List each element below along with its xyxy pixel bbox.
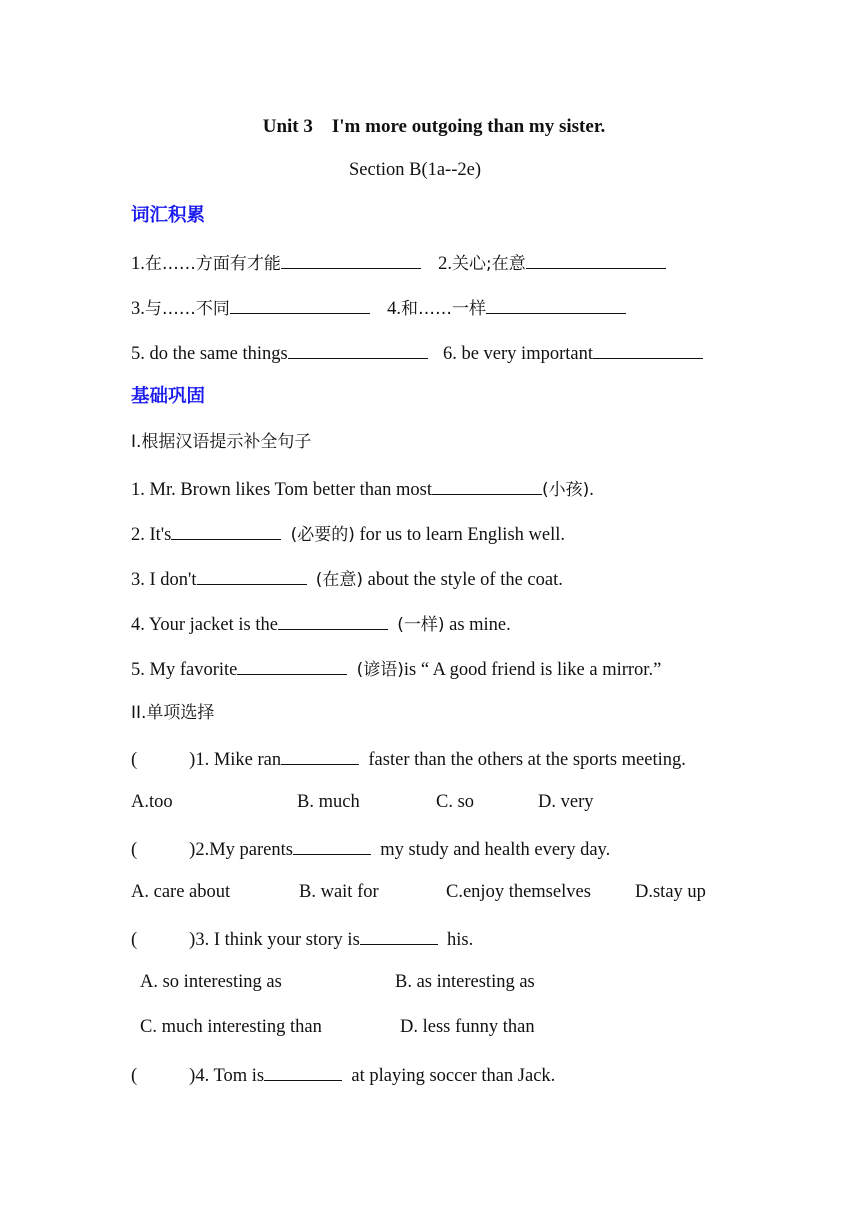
option-b[interactable]: B. much [297, 792, 360, 812]
mc-question-3: ( )3. I think your story is his. [131, 926, 473, 952]
answer-paren-space[interactable] [137, 927, 189, 945]
vocab-row-3 [131, 340, 703, 366]
vocab-item-num: 2. [438, 254, 452, 274]
option-c[interactable]: C. much interesting than [140, 1017, 322, 1037]
answer-blank[interactable] [486, 295, 626, 314]
page-subtitle: Section B(1a--2e) [348, 160, 482, 180]
answer-blank[interactable] [171, 521, 281, 540]
vocab-item-num: 3. [131, 299, 145, 319]
option-a[interactable]: A. so interesting as [140, 972, 282, 992]
option-b[interactable]: B. as interesting as [395, 972, 535, 992]
fill-sentence-4: 4. Your jacket is the (一样) as mine. [131, 611, 511, 637]
answer-blank[interactable] [360, 926, 438, 945]
answer-blank[interactable] [432, 476, 542, 495]
basics-heading: 基础巩固 [131, 386, 206, 407]
option-b[interactable]: B. wait for [299, 882, 379, 902]
answer-blank[interactable] [278, 611, 388, 630]
answer-blank[interactable] [230, 295, 370, 314]
answer-blank[interactable] [281, 250, 421, 269]
vocab-item-text: 在……方面有才能 [144, 254, 281, 274]
option-c[interactable]: C. so [436, 792, 475, 812]
vocab-item-num: 1. [131, 254, 145, 274]
hint-text: (一样) [397, 615, 445, 635]
answer-blank[interactable] [526, 250, 666, 269]
answer-blank[interactable] [264, 1062, 342, 1081]
answer-blank[interactable] [281, 746, 359, 765]
answer-paren-space[interactable] [137, 747, 189, 765]
mc-question-1: ( )1. Mike ran faster than the others at the sports meeting. [131, 746, 686, 772]
part2-title: II.单项选择 [131, 703, 215, 723]
option-d[interactable]: D. very [538, 792, 594, 812]
hint-text: (在意) [315, 570, 364, 590]
vocab-row-1 [131, 250, 666, 276]
fill-sentence-2: 2. It's (必要的) for us to learn English well. [131, 521, 565, 547]
answer-blank[interactable] [197, 566, 307, 585]
vocab-item-num: 6. [442, 344, 457, 364]
option-a[interactable]: A. care about [131, 882, 231, 902]
vocab-item-num: 5. [131, 344, 145, 364]
answer-paren-space[interactable] [137, 837, 189, 855]
page-title: Unit 3 I'm more outgoing than my sister. [262, 116, 606, 137]
option-d[interactable]: D.stay up [635, 882, 706, 902]
mc-question-4: ( )4. Tom is at playing soccer than Jack. [131, 1062, 555, 1088]
answer-blank[interactable] [237, 656, 347, 675]
option-c[interactable]: C.enjoy themselves [446, 882, 591, 902]
vocab-heading: 词汇积累 [131, 205, 206, 226]
fill-sentence-1: 1. Mr. Brown likes Tom better than most (小孩). [131, 476, 594, 502]
answer-blank[interactable] [593, 340, 703, 359]
option-a[interactable]: A.too [131, 792, 173, 812]
vocab-item-text: be very important [461, 344, 593, 364]
mc-question-2: ( )2.My parents my study and health every day. [131, 836, 610, 862]
answer-paren-space[interactable] [137, 1063, 189, 1081]
part1-title: I.根据汉语提示补全句子 [131, 432, 312, 452]
vocab-item-text: 与……不同 [144, 299, 230, 319]
hint-text: (谚语) [356, 660, 404, 680]
vocab-row-2 [131, 295, 626, 321]
hint-text: (小孩) [542, 480, 590, 500]
fill-sentence-5: 5. My favorite (谚语)is “ A good friend is like a mirror.” [131, 656, 661, 682]
vocab-item-text: do the same things [149, 344, 288, 364]
vocab-item-text: 和……一样 [401, 299, 486, 319]
fill-sentence-3: 3. I don't (在意) about the style of the coat. [131, 566, 563, 592]
vocab-item-num: 4. [387, 299, 401, 319]
answer-blank[interactable] [288, 340, 428, 359]
answer-blank[interactable] [293, 836, 371, 855]
hint-text: (必要的) [290, 525, 355, 545]
vocab-item-text: 关心;在意 [452, 254, 526, 274]
option-d[interactable]: D. less funny than [400, 1017, 535, 1037]
